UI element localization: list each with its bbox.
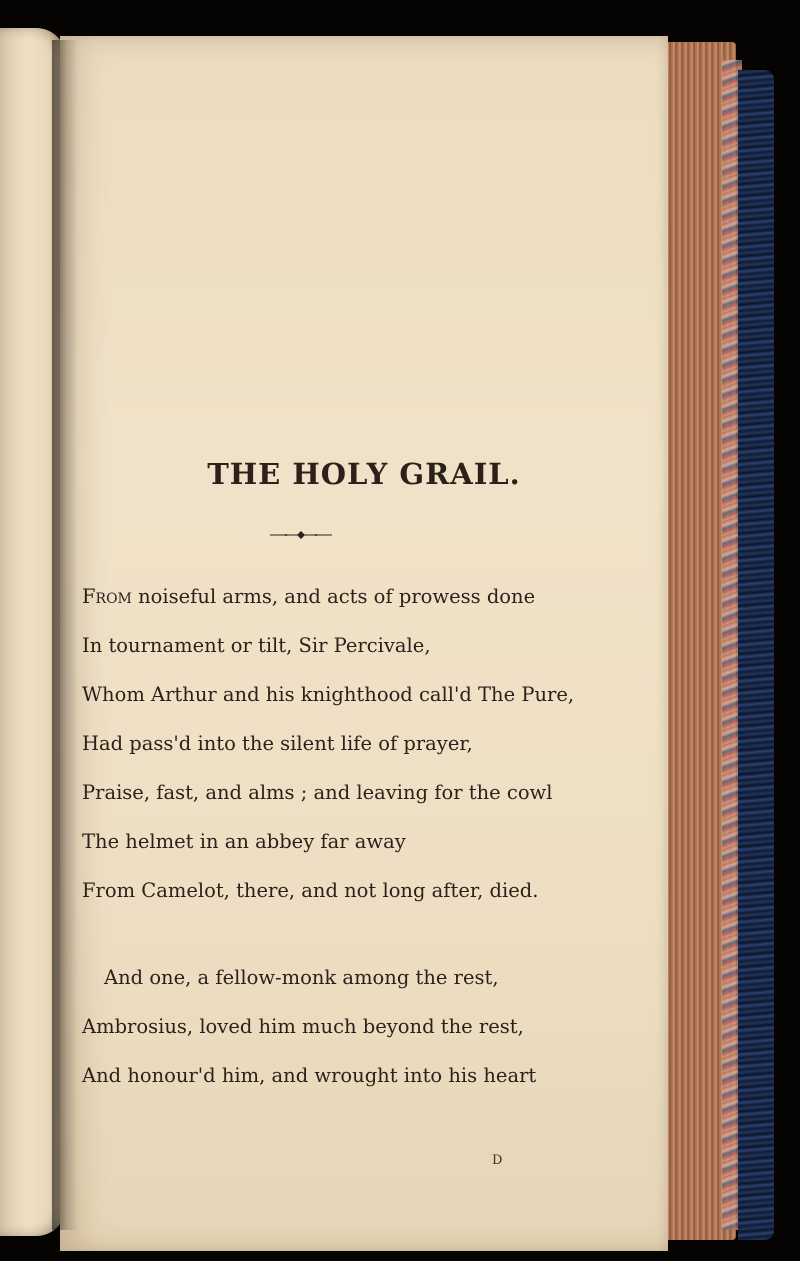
stanza-2	[82, 953, 536, 1100]
verse-line: And honour'd him, and wrought into his heart	[82, 1064, 537, 1087]
verse-line	[82, 768, 574, 817]
verse-line	[82, 621, 574, 670]
verse-line	[82, 866, 574, 915]
verse-text: noiseful arms, and acts of prowess done	[131, 585, 536, 608]
verse-line	[82, 817, 574, 866]
signature-mark: D	[492, 1153, 503, 1168]
verse-text: Had pass'd into the silent life of prayer,	[82, 732, 473, 755]
ornament-divider	[268, 528, 334, 542]
verse-text: The helmet in an abbey far away	[82, 830, 406, 853]
spine-gutter	[52, 40, 78, 1230]
verse-text: Praise, fast, and alms ; and leaving for the cowl	[82, 781, 553, 804]
verse-text: From Camelot, there, and not long after, died.	[82, 879, 539, 902]
verse-first-word: From	[82, 585, 132, 608]
verse-line: Ambrosius, loved him much beyond the rest,	[82, 1015, 524, 1038]
verse-text: In tournament or tilt, Sir Percivale,	[82, 634, 431, 657]
stanza-1	[82, 572, 574, 915]
verse-line	[82, 670, 574, 719]
verse-text: Whom Arthur and his knighthood call'd The Pure,	[82, 683, 575, 706]
book-cover	[738, 70, 774, 1240]
verse-line	[82, 572, 574, 621]
chapter-title: THE HOLY GRAIL.	[207, 457, 521, 491]
verse-line: And one, a fellow-monk among the rest,	[104, 966, 499, 989]
verse-line	[82, 719, 574, 768]
